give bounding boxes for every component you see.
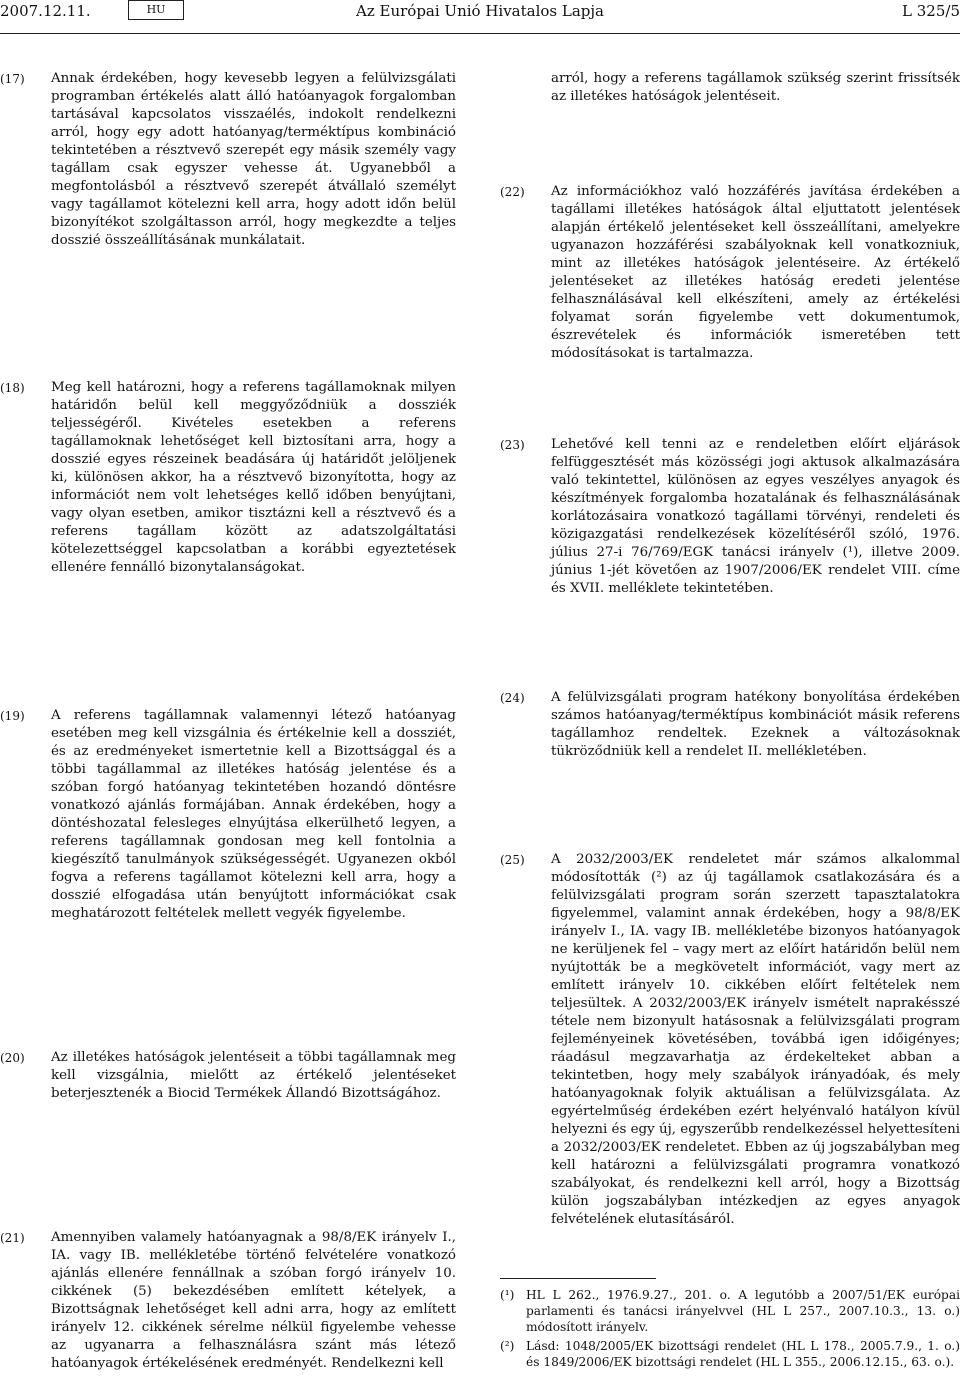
recital-18: [0, 379, 456, 577]
page-number: L 325/5: [902, 2, 960, 20]
recital-text: Az illetékes hatóságok jelentéseit a többi tagállamnak meg kell vizsgálnia, mielőtt az értékelő jelentéseket beterjesztenék a Biocid Termékek Állandó Bizottságához.: [51, 1050, 456, 1101]
page-header: [0, 0, 960, 26]
header-date: 2007.12.11.: [0, 2, 91, 20]
footnote-separator: [500, 1278, 656, 1279]
recital-text: A 2032/2003/EK rendeletet már számos alkalommal módosították (²) az új tagállamok csatlakozására és a felülvizsgálati program során szerzett tapasztalatokra figyelemmel, valamint annak érdekében, hogy a 98/8/EK irányelv I., IA. vagy IB. mellékletébe bizonyos hatóanyagok ne kerüljenek fel – vagy mert az előírt határidőn belül nem nyújtották be a megkövetelt információt, vagy mert az említett irányelv 10. cikkében előírt feltételek nem teljesültek. A 2032/2003/EK irányelv ismételt naprakésszé tétele nem bizonyult hatásosnak a felülvizsgálati program fejleményeinek követésében, továbbá igen időigényes; ráadásul megzavarhatja az érdekelteket abban a tekintetben, hogy mely szabályok irányadóak, és mely hatóanyagoknak folyik aktuálisan a felülvizsgálata. Az egyértelműség érdekében ezért helyénvaló hatályon kívül helyezni és egy új, egyszerűbb rendelkezéssel helyettesíteni a 2032/2003/EK rendeletet. Ebben az új jogszabályban meg kell határozni a felülvizsgálati programra vonatkozó szabályokat, és rendelkezni kell arról, hogy a Bizottság külön jogszabályban intézkedjen az egyes anyagok felvételének elutasításáról.: [551, 852, 960, 1227]
footnote-2: [500, 1338, 960, 1370]
recital-number: (17): [0, 72, 25, 86]
recital-25: [500, 851, 960, 1229]
recital-text: Lehetővé kell tenni az e rendeletben előírt eljárások felfüggesztését más közösségi jogi aktusok alkalmazására való tekintettel, különösen az egyes veszélyes anyagok és készítmények forgalomba hozatalának és felhasználásának korlátozásaira vonatkozó tagállami törvényi, rendeleti és közigazgatási rendelkezések közelítéséről szóló, 1976. július 27-i 76/769/EGK tanácsi irányelv (¹), illetve 2009. június 1-jét követően az 1907/2006/EK rendelet VIII. címe és XVII. melléklete tekintetében.: [551, 437, 960, 596]
recital-text: A referens tagállamnak valamennyi létező hatóanyag esetében meg kell vizsgálnia és értékelnie kell a dossziét, és az eredményeket ismertetnie kell a Bizottsággal és a többi tagállammal az illetékes hatóság jelentése és a szóban forgó hatóanyag tekintetében hozandó döntésre vonatkozó ajánlás formájában. Annak érdekében, hogy a döntéshozatal felesleges elnyújtása elkerülhető legyen, a referens tagállamnak gondosan meg kell fontolnia a kiegészítő tanulmányok szükségességét. Ugyanezen okból fogva a referens tagállamot kötelezni kell arra, hogy a dosszié elfogadása után benyújtott információkat csak meghatározott feltételek mellett vegyék figyelembe.: [51, 708, 456, 921]
recital-number: (24): [500, 691, 525, 705]
journal-title: Az Európai Unió Hivatalos Lapja: [356, 2, 604, 20]
recital-text: Meg kell határozni, hogy a referens tagállamoknak milyen határidőn belül kell meggyőződniük a dossziék teljességéről. Kivételes esetekben a referens tagállamoknak lehetőséget kell biztosítani arra, hogy a dosszié egyes részeinek beadására új határidőt jelöljenek ki, különösen akkor, ha a résztvevő bizonyította, hogy az információt nem volt lehetséges kellő időben benyújtani, vagy olyan esetben, amikor tisztázni kell a résztvevő és a referens tagállam között az adatszolgáltatási kötelezettséggel kapcsolatban a korábbi egyeztetések ellenére fennálló bizonytalanságokat.: [51, 380, 456, 575]
recital-21: [0, 1229, 456, 1373]
footnote-1: [500, 1287, 960, 1335]
recital-text: Amennyiben valamely hatóanyagnak a 98/8/EK irányelv I., IA. vagy IB. mellékletébe történő felvételére vonatkozó ajánlás ellenére fennállnak a szóban forgó irányelv 10. cikkének (5) bekezdésében említett kételyek, a Bizottságnak lehetőséget kell adni arra, hogy az említett irányelv 12. cikkének sérelme nélkül figyelembe vehesse az ugyanarra a felhasználásra szánt más létező hatóanyagok értékelésének eredményét. Rendelkezni kell: [51, 1230, 456, 1371]
recital-text: Annak érdekében, hogy kevesebb legyen a felülvizsgálati programban értékelés alatt álló hatóanyagok forgalomban tartásával kapcsolatos visszaélés, indokolt rendelkezni arról, hogy egy adott hatóanyag/terméktípus kombináció tekintetében a résztvevő szerepét egy másik személy vagy tagállam csak egyszer vehesse át. Ugyanebből a megfontolásból a résztvevő szerepét átvállaló személyt vagy tagállamot kötelezni kell arra, hogy adott időn belül bizonyítékot szolgáltasson arról, hogy megkezdte a teljes dosszié összeállításának munkálatait.: [51, 71, 456, 248]
recital-text: A felülvizsgálati program hatékony bonyolítása érdekében számos hatóanyag/terméktípus kombinációt másik referens tagállamhoz rendeltek. Ezeknek a változásoknak tükröződniük kell a rendelet II. mellékletében.: [551, 690, 960, 759]
footnote-text: HL L 262., 1976.9.27., 201. o. A legutóbb a 2007/51/EK európai parlamenti és tanácsi irányelvvel (HL L 257., 2007.10.3., 13. o.) módosított irányelv.: [526, 1288, 960, 1334]
footnote-mark: (¹): [500, 1288, 515, 1302]
recital-text: Az információkhoz való hozzáférés javítása érdekében a tagállami illetékes hatóságok által eljuttatott jelentések alapján értékelő jelentéseket kell összeállítani, amelyekre ugyanazon hozzáférési szabályoknak kell vonatkozniuk, mint az illetékes hatóságok jelentéseire. Az értékelő jelentéseket az illetékes hatóság eredeti jelentése felhasználásával kell elkészíteni, amely az értékelési folyamat során figyelembe vett dokumentumok, észrevételek és információk ismeretében tett módosításokat is tartalmazza.: [551, 184, 960, 361]
recital-22: [500, 183, 960, 363]
recital-number: (19): [0, 709, 25, 723]
recital-number: (18): [0, 381, 25, 395]
language-badge: HU: [128, 0, 184, 20]
recital-number: (22): [500, 185, 525, 199]
recital-20: [0, 1049, 456, 1103]
recital-24: [500, 689, 960, 761]
recital-23: [500, 436, 960, 598]
footnote-text: Lásd: 1048/2005/EK bizottsági rendelet (HL L 178., 2005.7.9., 1. o.) és 1849/2006/EK bizottsági rendelet (HL L 355., 2006.12.15., 63. o.).: [526, 1339, 960, 1369]
recital-number: (25): [500, 853, 525, 867]
footnote-mark: (²): [500, 1339, 515, 1353]
recital-17: [0, 70, 456, 250]
recital-19: [0, 707, 456, 923]
header-rule: [0, 33, 960, 34]
recital-number: (23): [500, 438, 525, 452]
recital-number: (20): [0, 1051, 25, 1065]
recital-21-continuation: arról, hogy a referens tagállamok szükség szerint frissítsék az illetékes hatóságok jelentéseit.: [551, 71, 960, 104]
recital-number: (21): [0, 1231, 25, 1245]
